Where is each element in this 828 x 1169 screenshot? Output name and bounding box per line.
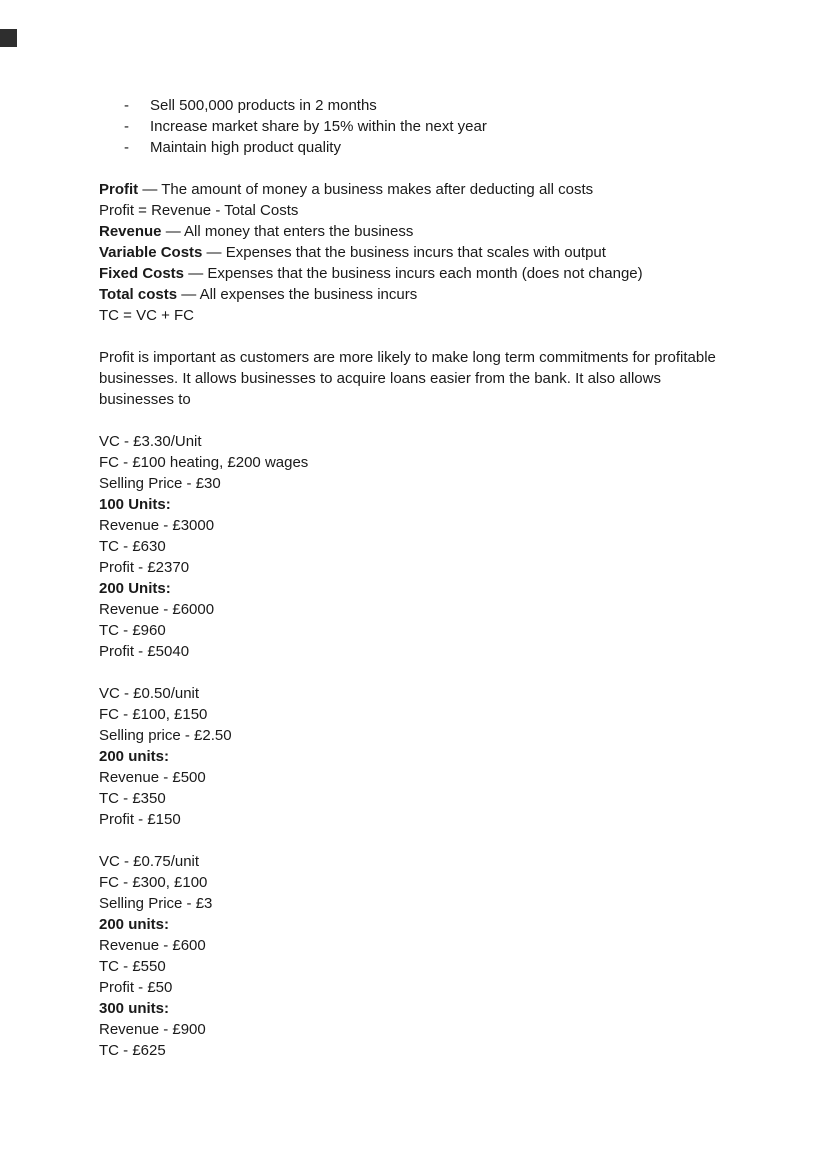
definition-line bbox=[99, 200, 768, 221]
example-line: 200 Units: bbox=[99, 580, 171, 597]
profit-importance-paragraph: Profit is important as customers are more likely to make long term commitments for profitable businesses. It allows businesses to acquire loans easier from the bank. It also allows businesses to bbox=[99, 349, 716, 408]
example-block bbox=[99, 851, 768, 1061]
goal-item bbox=[99, 95, 768, 116]
example-line: 300 units: bbox=[99, 1000, 170, 1017]
example-line: Selling price - £2.50 bbox=[99, 727, 232, 744]
example-line: Profit - £50 bbox=[99, 979, 173, 996]
example-line: FC - £100 heating, £200 wages bbox=[99, 454, 309, 471]
example-line: Profit - £150 bbox=[99, 811, 181, 828]
example-line: 200 units: bbox=[99, 748, 170, 765]
example-line: Revenue - £3000 bbox=[99, 517, 215, 534]
example-line: Selling Price - £3 bbox=[99, 895, 213, 912]
definition-text: — The amount of money a business makes after deducting all costs bbox=[138, 181, 594, 198]
definitions-block bbox=[99, 179, 768, 326]
goal-text: Increase market share by 15% within the next year bbox=[150, 118, 487, 135]
definition-line bbox=[99, 179, 768, 200]
definition-term: Revenue bbox=[99, 223, 162, 240]
example-line: Selling Price - £30 bbox=[99, 475, 221, 492]
bullet-marker: - bbox=[124, 139, 129, 156]
example-line: TC - £550 bbox=[99, 958, 166, 975]
example-block bbox=[99, 431, 768, 662]
example-line: FC - £100, £150 bbox=[99, 706, 208, 723]
definition-line bbox=[99, 221, 768, 242]
example-line: 100 Units: bbox=[99, 496, 171, 513]
definition-line bbox=[99, 305, 768, 326]
definition-term: Variable Costs bbox=[99, 244, 203, 261]
example-line: Profit - £5040 bbox=[99, 643, 190, 660]
goal-item bbox=[99, 137, 768, 158]
examples-section bbox=[99, 431, 768, 1061]
example-block bbox=[99, 683, 768, 830]
example-line: TC - £350 bbox=[99, 790, 166, 807]
definition-text: Profit = Revenue - Total Costs bbox=[99, 202, 299, 219]
goal-item bbox=[99, 116, 768, 137]
example-line: Revenue - £6000 bbox=[99, 601, 215, 618]
example-line: VC - £0.50/unit bbox=[99, 685, 200, 702]
definition-term: Profit bbox=[99, 181, 139, 198]
bullet-marker: - bbox=[124, 118, 129, 135]
definition-line bbox=[99, 263, 768, 284]
example-line: TC - £625 bbox=[99, 1042, 166, 1059]
example-line: TC - £960 bbox=[99, 622, 166, 639]
example-line: FC - £300, £100 bbox=[99, 874, 208, 891]
definition-term: Fixed Costs bbox=[99, 265, 185, 282]
goal-text: Sell 500,000 products in 2 months bbox=[150, 97, 377, 114]
definition-line bbox=[99, 284, 768, 305]
goal-list bbox=[99, 95, 768, 158]
definition-text: TC = VC + FC bbox=[99, 307, 195, 324]
example-line: Revenue - £600 bbox=[99, 937, 206, 954]
goal-text: Maintain high product quality bbox=[150, 139, 341, 156]
example-line: Profit - £2370 bbox=[99, 559, 190, 576]
definition-text: — Expenses that the business incurs that scales with output bbox=[202, 244, 606, 261]
definition-line bbox=[99, 242, 768, 263]
example-line: Revenue - £500 bbox=[99, 769, 206, 786]
example-line: VC - £0.75/unit bbox=[99, 853, 200, 870]
definition-text: — Expenses that the business incurs each month (does not change) bbox=[184, 265, 643, 282]
example-line: VC - £3.30/Unit bbox=[99, 433, 202, 450]
definition-term: Total costs bbox=[99, 286, 178, 303]
example-line: 200 units: bbox=[99, 916, 170, 933]
example-line: Revenue - £900 bbox=[99, 1021, 206, 1038]
corner-artifact bbox=[0, 29, 17, 47]
definition-text: — All money that enters the business bbox=[161, 223, 414, 240]
example-line: TC - £630 bbox=[99, 538, 166, 555]
definition-text: — All expenses the business incurs bbox=[177, 286, 418, 303]
bullet-marker: - bbox=[124, 97, 129, 114]
